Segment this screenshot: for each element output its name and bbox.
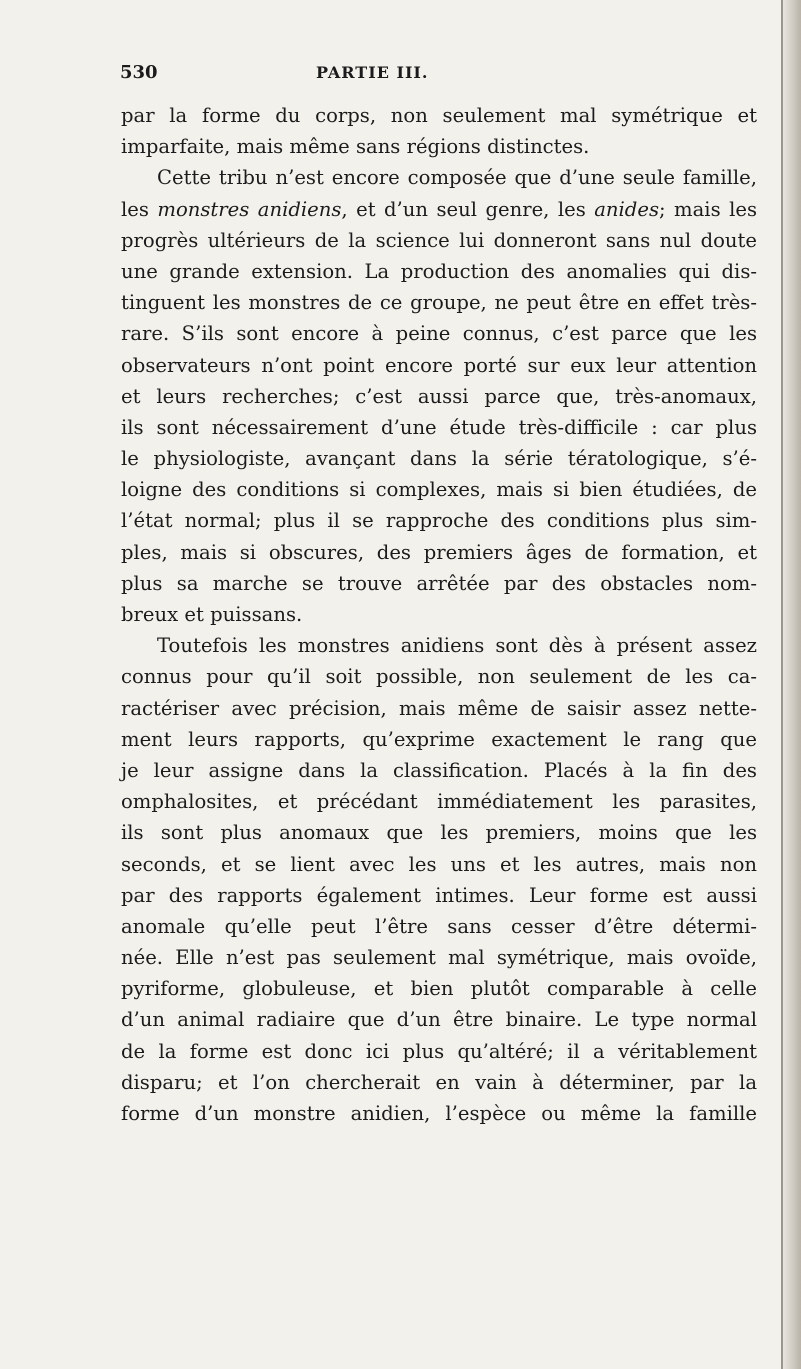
- text-line: ractériser avec précision, mais même de saisir assez nette-: [121, 696, 757, 720]
- running-head: PARTIE III.: [316, 63, 429, 82]
- text-line: par des rapports également intimes. Leur forme est aussi: [121, 883, 757, 907]
- text-line: de la forme est donc ici plus qu’altéré; il a véritablement: [121, 1039, 757, 1063]
- text-line: je leur assigne dans la classification. Placés à la fin des: [121, 758, 757, 782]
- italic-term: monstres anidiens: [157, 197, 342, 221]
- text-line: forme d’un monstre anidien, l’espèce ou même la famille: [121, 1102, 757, 1125]
- text-line: Cette tribu n’est encore composée que d’une seule famille,: [157, 166, 757, 190]
- text-line: l’état normal; plus il se rapproche des conditions plus sim-: [121, 509, 757, 533]
- text-line: tinguent les monstres de ce groupe, ne peut être en effet très-: [121, 291, 757, 315]
- text-line: par la forme du corps, non seulement mal symétrique et: [121, 104, 757, 127]
- text-line: observateurs n’ont point encore porté sur eux leur attention: [121, 353, 757, 377]
- text-line: connus pour qu’il soit possible, non seulement de les ca-: [121, 665, 757, 689]
- text-line: ment leurs rapports, qu’exprime exactement le rang que: [121, 727, 757, 751]
- text-line: Toutefois les monstres anidiens sont dès à présent assez: [157, 634, 757, 658]
- text-line: loigne des conditions si complexes, mais si bien étudiées, de: [121, 478, 757, 502]
- italic-term: anides: [594, 197, 659, 221]
- text-line: le physiologiste, avançant dans la série tératologique, s’é-: [121, 447, 757, 471]
- text-line: née. Elle n’est pas seulement mal symétrique, mais ovoïde,: [121, 946, 757, 970]
- text-line: imparfaite, mais même sans régions distinctes.: [121, 135, 590, 159]
- text-line: rare. S’ils sont encore à peine connus, c’est parce que les: [121, 322, 757, 346]
- text-line: ils sont nécessairement d’une étude très-difficile : car plus: [121, 415, 757, 439]
- page-number: 530: [120, 62, 158, 83]
- page-edge: [783, 0, 801, 1369]
- text-line: et leurs recherches; c’est aussi parce que, très-anomaux,: [121, 384, 757, 408]
- body-text: [121, 100, 757, 1129]
- text-line: breux et puissans.: [121, 603, 303, 626]
- text-line: une grande extension. La production des anomalies qui dis-: [121, 259, 757, 283]
- page-header: [120, 62, 740, 88]
- text-line: anomale qu’elle peut l’être sans cesser d’être détermi-: [121, 914, 757, 938]
- text-line: progrès ultérieurs de la science lui donneront sans nul doute: [121, 228, 757, 252]
- text-line: ils sont plus anomaux que les premiers, moins que les: [121, 821, 757, 845]
- text-line: ples, mais si obscures, des premiers âges de formation, et: [121, 540, 757, 564]
- text-line: seconds, et se lient avec les uns et les autres, mais non: [121, 852, 757, 876]
- text-line: disparu; et l’on chercherait en vain à déterminer, par la: [121, 1070, 757, 1094]
- text-line: d’un animal radiaire que d’un être binaire. Le type normal: [121, 1008, 757, 1032]
- text-line: plus sa marche se trouve arrêtée par des obstacles nom-: [121, 571, 757, 595]
- text-line: omphalosites, et précédant immédiatement les parasites,: [121, 790, 757, 814]
- text-line-with-italics: les monstres anidiens, et d’un seul genre, les anides; mais les: [121, 197, 757, 221]
- text-line: pyriforme, globuleuse, et bien plutôt comparable à celle: [121, 977, 757, 1001]
